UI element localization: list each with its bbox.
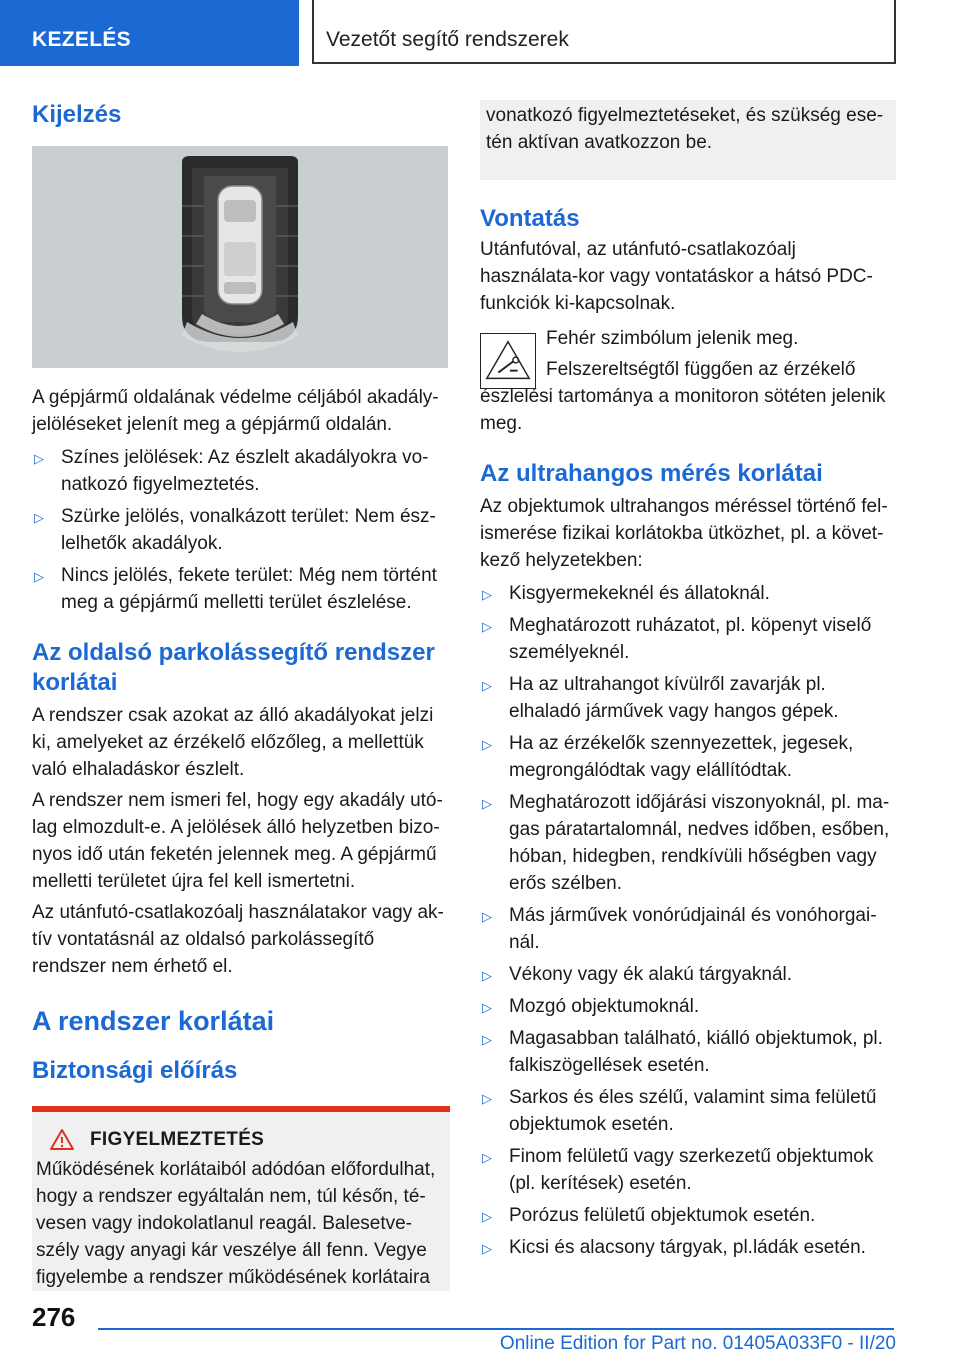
safety-heading: Biztonsági előírás (32, 1057, 238, 1084)
system-limits-heading: A rendszer korlátai (32, 1006, 275, 1036)
list-item: ▷ Mozgó objektumoknál. (480, 993, 898, 1020)
left-column (32, 100, 450, 1295)
bullet-triangle-icon: ▷ (482, 1209, 492, 1224)
display-bullet-list (32, 444, 450, 616)
bullet-triangle-icon: ▷ (34, 510, 44, 525)
list-item: ▷ Magasabban található, kiálló objektumok, pl. falkiszögellések esetén. (482, 1028, 883, 1076)
symbol-line-1: Fehér szimbólum jelenik meg. (546, 328, 799, 349)
display-heading: Kijelzés (32, 101, 122, 128)
list-item: ▷ Ha az ultrahangot kívülről zavarják pl. elhaladó járművek vagy hangos gépek. (482, 674, 839, 722)
footer-divider (98, 1328, 894, 1330)
towing-heading: Vontatás (480, 205, 580, 232)
limits-paragraph: A rendszer csak azokat az álló akadályokat jelzi ki, amelyeket az érzékelő előzőleg, a mellettük való elhaladáskor észlelt. (32, 705, 434, 780)
bullet-triangle-icon: ▷ (482, 968, 492, 983)
bullet-triangle-icon: ▷ (482, 1032, 492, 1047)
bullet-triangle-icon: ▷ (34, 569, 44, 584)
edition-link[interactable]: Online Edition for Part no. 01405A033F0 - II/20 (499, 1333, 896, 1354)
list-item: ▷ Ha az érzékelők szennyezettek, jegesek, megrongálódtak vagy elállítódtak. (482, 733, 854, 781)
list-item: ▷ Kisgyermekeknél és állatoknál. (480, 580, 898, 607)
bullet-triangle-icon: ▷ (482, 909, 492, 924)
car-top-view-illustration (32, 146, 448, 368)
right-column (480, 100, 898, 1266)
warning-box-continued (480, 100, 896, 180)
symbol-line-2: Felszereltségtől függően az érzékelő észlelési tartománya a monitoron sötéten jelenik meg. (480, 359, 886, 434)
page-number: 276 (32, 1302, 76, 1332)
limits-paragraph: A rendszer nem ismeri fel, hogy egy akadály utó-lag elmozdult-e. A jelölések álló helyzetben bizo-nyos idő után feketén jelennek meg. A gépjármű melletti területet újra fel kell ismertetni. (32, 790, 443, 892)
list-item: ▷ Vékony vagy ék alakú tárgyaknál. (480, 961, 898, 988)
warning-box (32, 1106, 450, 1291)
bullet-triangle-icon: ▷ (34, 451, 44, 466)
ultrasonic-intro: Az objektumok ultrahangos méréssel történő fel-ismerése fizikai korlátokba ütközhet, pl. a követ-kező helyzetekben: (480, 496, 888, 571)
bullet-triangle-icon: ▷ (482, 678, 492, 693)
list-item: ▷ Más járművek vonórúdjainál és vonóhorgai-nál. (482, 905, 877, 953)
list-item: ▷ Szürke jelölés, vonalkázott terület: Nem ész-lelhetők akadályok. (34, 506, 436, 554)
list-item: ▷ Finom felületű vagy szerkezetű objektumok (pl. kerítések) esetén. (482, 1146, 874, 1194)
towing-text: Utánfutóval, az utánfutó-csatlakozóalj használata-kor vagy vontatáskor a hátsó PDC-funkciók ki-kapcsolnak. (480, 239, 873, 314)
bullet-triangle-icon: ▷ (482, 1241, 492, 1256)
symbol-row (480, 325, 898, 437)
bullet-triangle-icon: ▷ (482, 1000, 492, 1015)
limits-heading: Az oldalsó parkolássegítő rendszer korlátai (32, 639, 435, 696)
chapter-title: Vezetőt segítő rendszerek (312, 0, 896, 64)
list-item: ▷ Porózus felületű objektumok esetén. (480, 1202, 898, 1229)
bullet-triangle-icon: ▷ (482, 796, 492, 811)
trailer-hitch-icon (480, 333, 536, 389)
page-header (0, 0, 960, 66)
warning-triangle-icon (50, 1128, 90, 1152)
display-intro: A gépjármű oldalának védelme céljából akadály-jelöléseket jelenít meg a gépjármű oldalán. (32, 387, 439, 435)
ultrasonic-heading: Az ultrahangos mérés korlátai (480, 460, 823, 487)
list-item: ▷ Kicsi és alacsony tárgyak, pl.ládák esetén. (480, 1234, 898, 1261)
list-item: ▷ Sarkos és éles szélű, valamint sima felületű objektumok esetén. (482, 1087, 877, 1135)
ultrasonic-bullet-list (480, 580, 898, 1261)
list-item: ▷ Nincs jelölés, fekete terület: Még nem történt meg a gépjármű melletti terület észlelése. (34, 565, 437, 613)
list-item: ▷ Színes jelölések: Az észlelt akadályokra vo-natkozó figyelmeztetés. (34, 447, 429, 495)
warning-title: FIGYELMEZTETÉS (36, 1128, 446, 1152)
bullet-triangle-icon: ▷ (482, 737, 492, 752)
bullet-triangle-icon: ▷ (482, 1150, 492, 1165)
warning-continued-text: vonatkozó figyelmeztetéseket, és szükség ese-tén aktívan avatkozzon be. (486, 105, 884, 153)
list-item: ▷ Meghatározott ruházatot, pl. köpenyt viselő személyeknél. (482, 615, 872, 663)
bullet-triangle-icon: ▷ (482, 619, 492, 634)
limits-paragraph: Az utánfutó-csatlakozóalj használatakor vagy ak-tív vontatásnál az oldalsó parkolássegítő rendszer nem érhető el. (32, 902, 444, 977)
section-tab: KEZELÉS (0, 0, 299, 66)
warning-text: Működésének korlátaiból adódóan előfordulhat, hogy a rendszer egyáltalán nem, túl későn, té-vesen vagy indokolatlanul reagál. Balesetve-szély vagy anyagi kár veszélye áll fenn. Vegye figyelembe a rendszer működésének korlátaira (36, 1159, 436, 1288)
bullet-triangle-icon: ▷ (482, 1091, 492, 1106)
parking-sensor-figure (32, 146, 448, 368)
list-item: ▷ Meghatározott időjárási viszonyoknál, pl. ma-gas páratartalomnál, nedves időben, esőben, hóban, hidegben, rendkívüli hőségben vagy erős szélben. (482, 792, 890, 894)
bullet-triangle-icon: ▷ (482, 587, 492, 602)
